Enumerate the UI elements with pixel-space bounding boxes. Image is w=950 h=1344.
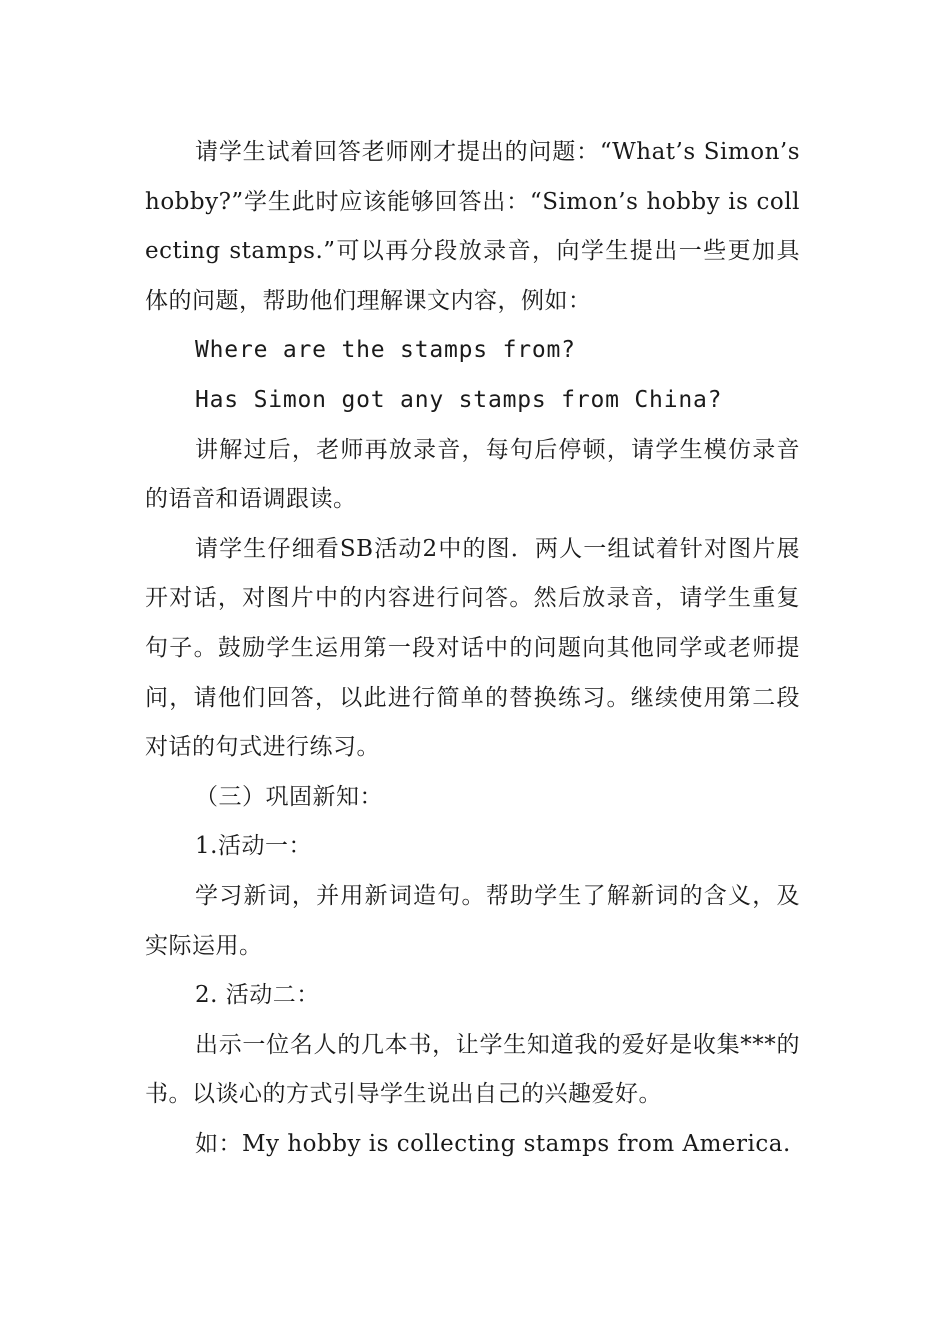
paragraph-example-sentence: 如：My hobby is collecting stamps from America. [195,1130,791,1157]
paragraph-listen-repeat: 讲解过后，老师再放录音，每句后停顿，请学生模仿录音的语音和语调跟读。 [145,436,800,513]
document-page [145,128,800,1169]
paragraph-pair-dialogue: 请学生仔细看SB活动2中的图．两人一组试着针对图片展开对话，对图片中的内容进行问答。然后放录音，请学生重复句子。鼓励学生运用第一段对话中的问题向其他同学或老师提问，请他们回答，以此进行简单的替换练习。继续使用第二段对话的句式进行练习。 [145,535,800,761]
paragraph-example-question-1: Where are the stamps from? [195,337,576,364]
section-heading-consolidate: （三）巩固新知： [195,783,383,810]
paragraph-activity-two: 出示一位名人的几本书，让学生知道我的爱好是收集***的书。以谈心的方式引导学生说出自己的兴趣爱好。 [145,1031,800,1108]
paragraph-example-question-2: Has Simon got any stamps from China? [195,386,723,413]
paragraph-activity-one: 学习新词，并用新词造句。帮助学生了解新词的含义，及实际运用。 [145,882,800,959]
activity-two-heading: 2. 活动二： [195,982,320,1009]
paragraph-question-intro: 请学生试着回答老师刚才提出的问题：“What’s Simon’s hobby?”学生此时应该能够回答出：“Simon’s hobby is collecting stamps.”可以再分段放录音，向学生提出一些更加具体的问题，帮助他们理解课文内容，例如： [145,139,800,314]
activity-one-heading: 1.活动一： [195,833,312,860]
